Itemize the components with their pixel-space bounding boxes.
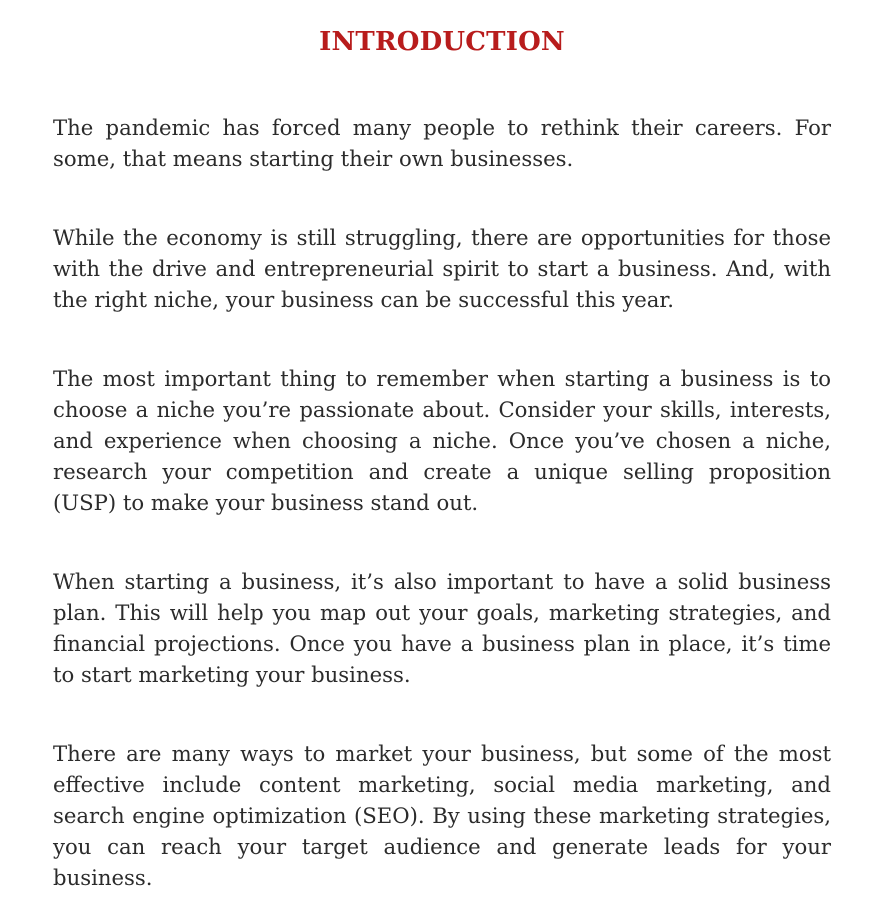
paragraph-2: While the economy is still struggling, there are opportunities for those with the drive and entrepreneurial spirit to start a business. And, with the right niche, your business can be successful this year. (53, 225, 831, 312)
page-title: INTRODUCTION (319, 27, 565, 57)
paragraph-4: When starting a business, it’s also important to have a solid business plan. This will help you map out your goals, marketing strategies, and financial projections. Once you have a business plan in place, it’s time to start marketing your business. (53, 569, 831, 687)
paragraph-3: The most important thing to remember when starting a business is to choose a niche you’re passionate about. Consider your skills, interests, and experience when choosing a niche. Once you’ve chosen a niche, research your competition and create a unique selling proposition (USP) to make your business stand out. (53, 366, 831, 515)
document-body (53, 112, 831, 893)
paragraph-1: The pandemic has forced many people to rethink their careers. For some, that means starting their own businesses. (53, 115, 831, 171)
paragraph-5: There are many ways to market your business, but some of the most effective include content marketing, social media marketing, and search engine optimization (SEO). By using these marketing strategies, you can reach your target audience and generate leads for your business. (53, 741, 831, 890)
